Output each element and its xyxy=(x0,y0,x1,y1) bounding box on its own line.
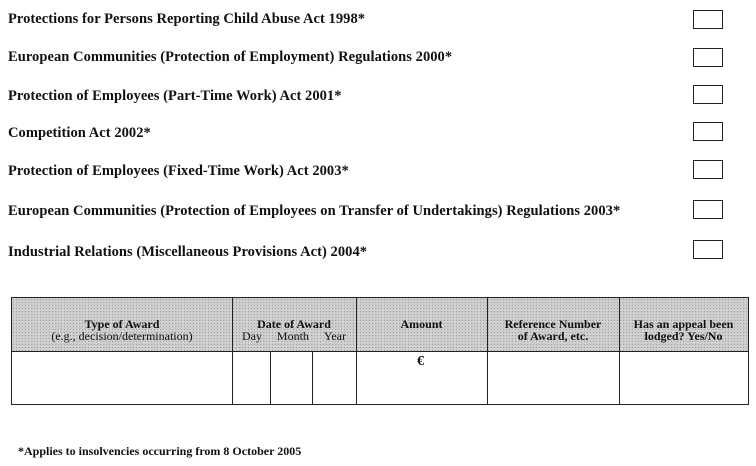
amount-title: Amount xyxy=(400,317,443,331)
footnote: *Applies to insolvencies occurring from 8 October 2005 xyxy=(18,444,302,458)
reference-number-header xyxy=(487,298,619,352)
date-subcolumn-divider xyxy=(312,352,313,404)
year-label: Year xyxy=(323,329,346,343)
date-subcolumn-divider xyxy=(270,352,271,404)
month-label: Month xyxy=(276,329,309,343)
appeal-title: Has an appeal been xyxy=(633,317,734,331)
act-row-7 xyxy=(8,240,367,264)
act-checkbox-5[interactable] xyxy=(693,160,723,179)
act-label-4: Competition Act 2002* xyxy=(8,124,151,141)
column-divider xyxy=(356,298,357,404)
reference-number-title: Reference Number xyxy=(504,317,602,331)
column-divider xyxy=(619,298,620,404)
act-label-3: Protection of Employees (Part-Time Work) Act 2001* xyxy=(8,87,342,104)
day-label: Day xyxy=(242,329,262,343)
act-label-2: European Communities (Protection of Employment) Regulations 2000* xyxy=(8,48,453,65)
type-of-award-header xyxy=(12,298,232,352)
act-row-4 xyxy=(8,121,151,145)
act-label-6: European Communities (Protection of Employees on Transfer of Undertakings) Regulations 2003* xyxy=(8,202,621,219)
act-row-2 xyxy=(8,45,452,69)
act-checkbox-4[interactable] xyxy=(693,122,723,141)
type-of-award-title: Type of Award xyxy=(84,317,160,331)
act-row-1 xyxy=(8,7,365,31)
award-year-field[interactable] xyxy=(314,353,355,404)
act-row-3 xyxy=(8,84,342,108)
reference-number-field[interactable] xyxy=(489,353,618,404)
act-checkbox-1[interactable] xyxy=(693,10,723,29)
type-of-award-example: (e.g., decision/determination) xyxy=(51,329,193,343)
type-of-award-field[interactable] xyxy=(13,353,231,404)
amount-header xyxy=(356,298,487,352)
award-table xyxy=(11,297,749,405)
award-month-field[interactable] xyxy=(272,353,311,404)
act-label-1: Protections for Persons Reporting Child Abuse Act 1998* xyxy=(8,10,366,27)
euro-sign: € xyxy=(417,354,424,369)
act-row-5 xyxy=(8,159,349,183)
award-day-field[interactable] xyxy=(234,353,269,404)
date-of-award-title: Date of Award xyxy=(257,317,331,331)
column-divider xyxy=(232,298,233,404)
act-checkbox-2[interactable] xyxy=(693,48,723,67)
date-of-award-header xyxy=(232,298,356,352)
appeal-field[interactable] xyxy=(621,353,747,404)
act-checkbox-7[interactable] xyxy=(693,240,723,259)
act-label-5: Protection of Employees (Fixed-Time Work) Act 2003* xyxy=(8,162,349,179)
act-row-6 xyxy=(8,199,620,223)
act-label-7: Industrial Relations (Miscellaneous Provisions Act) 2004* xyxy=(8,243,368,260)
column-divider xyxy=(487,298,488,404)
appeal-subtitle: lodged? Yes/No xyxy=(644,329,723,343)
act-checkbox-3[interactable] xyxy=(693,85,723,104)
date-sub-labels xyxy=(242,330,346,342)
appeal-header xyxy=(619,298,748,352)
act-checkbox-6[interactable] xyxy=(693,200,723,219)
reference-number-subtitle: of Award, etc. xyxy=(517,329,589,343)
